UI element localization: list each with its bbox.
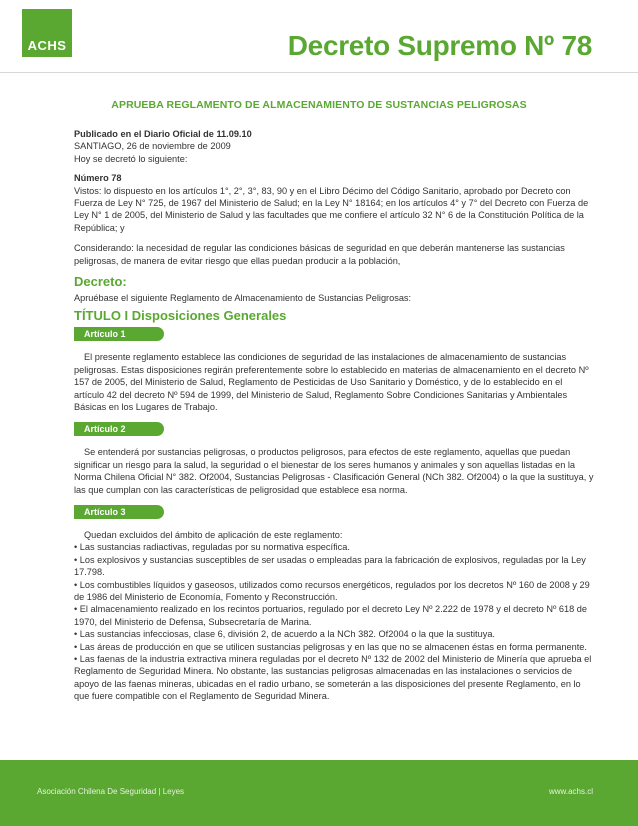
- decree-intro: Hoy se decretó lo siguiente:: [74, 153, 188, 164]
- article-1-text: El presente reglamento establece las condiciones de seguridad de las instalaciones de almacenamiento de sustancias peligrosas. Estas disposiciones regirán preferentemente sobre lo establecido en materias de almacenamiento en el decreto Nº 157 de 2005, del Ministerio de Salud, Reglamento de Pesticidas de Uso Sanitario y Doméstico, y de lo establecido en el artículo 42 del decreto Nº 594 de 1999, del Ministerio de Salud, Reglamento Sobre Condiciones Sanitarias y Ambientales Básicas en los Lugares de Trabajo.: [74, 352, 589, 412]
- list-item: • Las sustancias infecciosas, clase 6, división 2, de acuerdo a la NCh 382. Of2004 o la que la sustituya.: [74, 629, 495, 640]
- achs-logo: ACHS: [22, 9, 72, 57]
- list-item: • Los combustibles líquidos y gaseosos, utilizados como recursos energéticos, regulados por los decretos Nº 160 de 2008 y 29 de 1986 del Ministerio de Economía, Fomento y Reconstrucción.: [74, 579, 590, 602]
- considerando-paragraph: Considerando: la necesidad de regular las condiciones básicas de seguridad en que deberán mantenerse las sustancias peligrosas, de manera de evitar riesgo que ellas puedan producir a la población,: [74, 243, 565, 266]
- article-3-tab: Artículo 3: [74, 505, 164, 519]
- publication-note: Publicado en el Diario Oficial de 11.09.10: [74, 129, 252, 139]
- decreto-heading: Decreto:: [74, 274, 127, 290]
- footer-organization: Asociación Chilena De Seguridad | Leyes: [37, 787, 185, 796]
- list-item: • Las faenas de la industria extractiva minera reguladas por el decreto Nº 132 de 2002 del Ministerio de Minería que aprueba el Reglamento de Seguridad Minera. No obstante, las sustancias peligrosas almacenadas en las instalaciones o servicios de apoyo de las faenas mineras, ubicadas en el radio urbano, se someterán a las disposiciones del presente Reglamento, en lo que fuere compatible con el Reglamento de Seguridad Minera.: [74, 654, 592, 702]
- document-body: [74, 128, 594, 703]
- list-item: • Las sustancias radiactivas, reguladas por su normativa específica.: [74, 542, 350, 553]
- list-item: • Los explosivos y sustancias susceptibles de ser usadas o empleadas para la fabricación de explosivos, reguladas por la Ley 17.798.: [74, 554, 586, 578]
- footer-website-link[interactable]: www.achs.cl: [548, 787, 593, 796]
- list-item: • Las áreas de producción en que se utilicen sustancias peligrosas y en las que no se almacenen éstas en forma permanente.: [74, 641, 587, 652]
- article-2-text: Se entenderá por sustancias peligrosas, o productos peligrosos, para efectos de este reglamento, aquellas que puedan significar un riesgo para la salud, la seguridad o el bienestar de los seres humanos y animales y son aquellas listadas en la Norma Chilena Oficial N° 382. Of2004, Sustancias Peligrosas - Clasificación General (NCh 382. Of2004) o la que la sustituya, y las que cumplan con las características de peligrosidad que establece esa norma.: [74, 447, 594, 495]
- decreto-text: Apruébase el siguiente Reglamento de Almacenamiento de Sustancias Peligrosas:: [74, 293, 412, 304]
- article-2-tab: Artículo 2: [74, 422, 164, 436]
- document-subtitle: APRUEBA REGLAMENTO DE ALMACENAMIENTO DE SUSTANCIAS PELIGROSAS: [111, 99, 527, 111]
- article-3-text: Quedan excluidos del ámbito de aplicación de este reglamento:: [84, 529, 343, 540]
- list-item: • El almacenamiento realizado en los recintos portuarios, regulado por el decreto Ley Nº 2.222 de 1978 y el decreto Nº 618 de 1970, del Ministerio de Defensa, Subsecretaría de Marina.: [74, 604, 587, 627]
- decree-number: Número 78: [74, 173, 122, 184]
- article-3-exclusions: [74, 541, 594, 702]
- document-title: Decreto Supremo Nº 78: [287, 30, 592, 61]
- vistos-paragraph: Vistos: lo dispuesto en los artículos 1°, 2°, 3°, 83, 90 y en el Libro Décimo del Código Sanitario, aprobado por Decreto con Fuerza de Ley N° 725, de 1967 del Ministerio de Salud; en la Ley N° 18164; en los artículos 4° y 7° del Decreto con Fuerza de Ley N° 1 de 2005, del Ministerio de Salud y las facultades que me confiere el artículo 32 N° 6 de la Constitución Política de la República; y: [74, 185, 589, 233]
- header-divider: [0, 72, 638, 73]
- article-1-tab: Artículo 1: [74, 327, 164, 341]
- titulo-heading: TÍTULO I Disposiciones Generales: [74, 307, 287, 323]
- place-date: SANTIAGO, 26 de noviembre de 2009: [74, 141, 231, 152]
